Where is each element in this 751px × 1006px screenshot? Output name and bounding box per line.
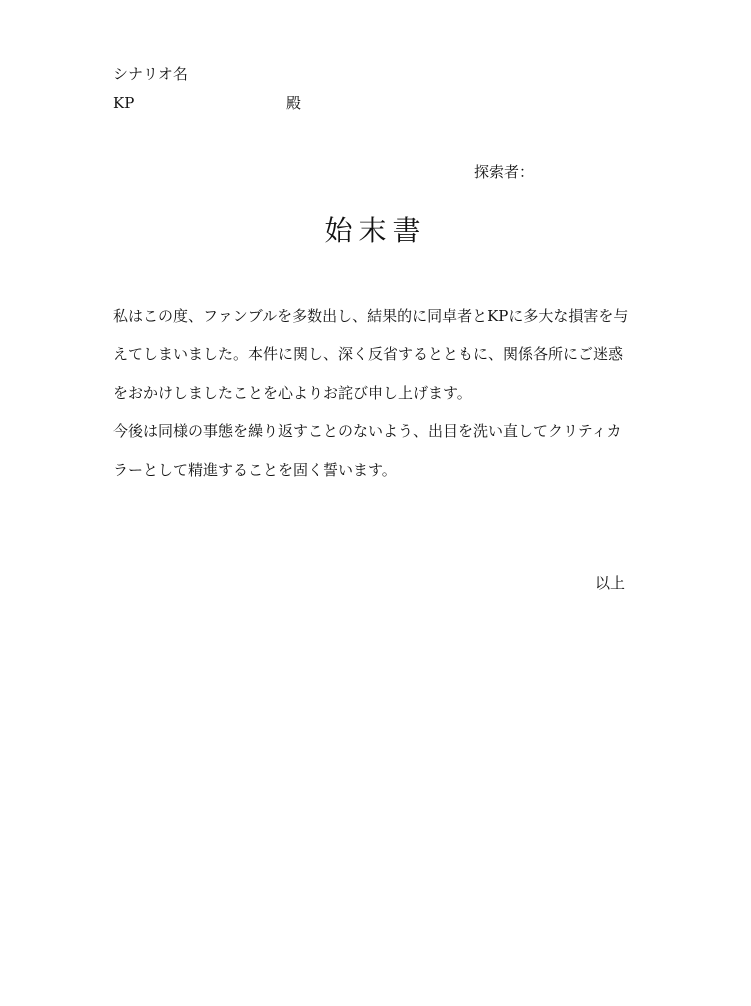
body-line: えてしまいました。本件に関し、深く反省するとともに、関係各所にご迷惑: [113, 345, 624, 364]
investigator-label: 探索者：: [474, 163, 535, 181]
scenario-name-label: シナリオ名: [113, 65, 188, 83]
document-body: [113, 306, 638, 498]
body-line: ラーとして精進することを固く誓います。: [113, 460, 397, 479]
body-line: をおかけしましたことを心よりお詫び申し上げます。: [113, 383, 472, 402]
closing-remark: 以上: [595, 574, 626, 592]
document-title: 始末書: [324, 214, 427, 247]
kp-label: KP: [113, 94, 135, 112]
body-line: 今後は同様の事態を繰り返すことのないよう、出目を洗い直してクリティカ: [113, 422, 622, 441]
kp-honorific: 殿: [286, 94, 302, 112]
body-line: 私はこの度、ファンブルを多数出し、結果的に同卓者とKPに多大な損害を与: [113, 307, 629, 325]
